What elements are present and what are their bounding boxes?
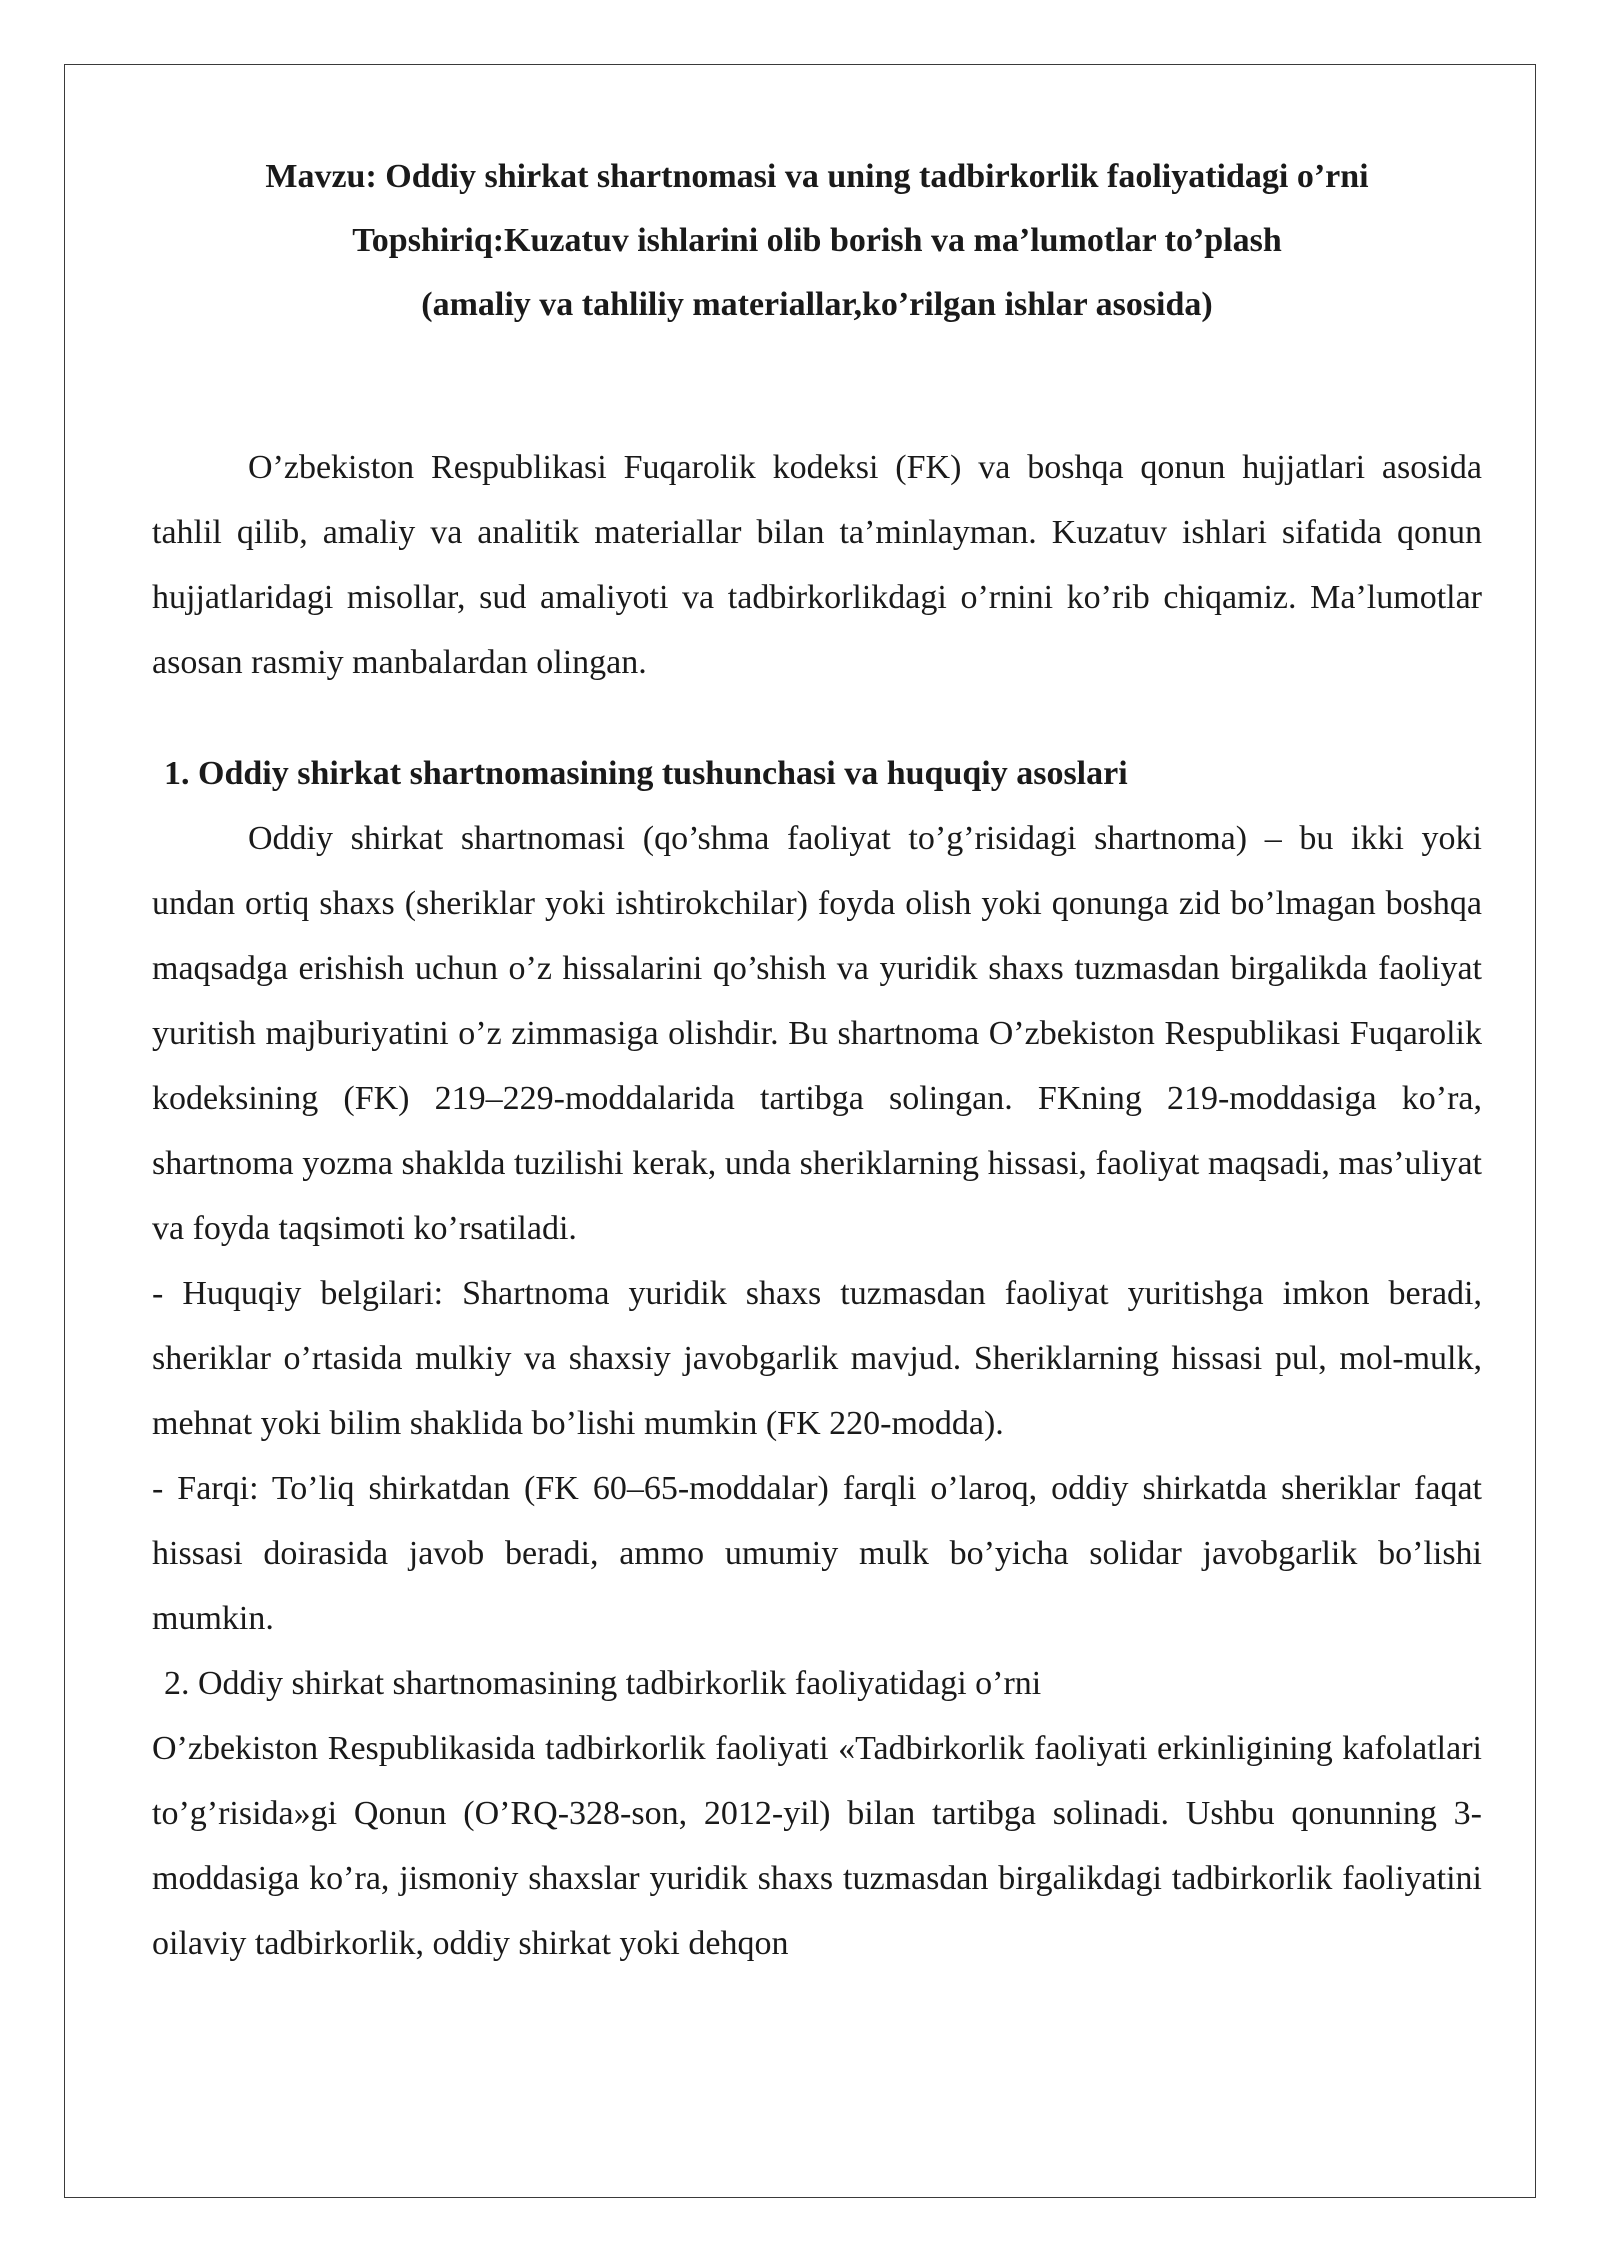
section-1-body: [152, 806, 1482, 1651]
intro-paragraph: O’zbekiston Respublikasi Fuqarolik kodeksi (FK) va boshqa qonun hujjatlari asosida tahlil qilib, amaliy va analitik materiallar bilan ta’minlayman. Kuzatuv ishlari sifatida qonun hujjatlaridagi misollar, sud amaliyoti va tadbirkorlikdagi o’rnini ko’rib chiqamiz. Ma’lumotlar asosan rasmiy manbalardan olingan.: [152, 449, 1482, 681]
task-subtitle: (amaliy va tahliliy materiallar,ko’rilgan ishlar asosida): [421, 286, 1213, 323]
section-2-body: [152, 1716, 1482, 1976]
section-1-heading: 1. Oddiy shirkat shartnomasining tushunchasi va huquqiy asoslari: [164, 755, 1128, 792]
section-2-paragraph: O’zbekiston Respublikasida tadbirkorlik faoliyati «Tadbirkorlik faoliyati erkinligining kafolatlari to’g’risida»gi Qonun (O’RQ-328-son, 2012-yil) bilan tartibga solinadi. Ushbu qonunning 3-moddasiga ko’ra, jismoniy shaxslar yuridik shaxs tuzmasdan birgalikdagi tadbirkorlik faoliyatini oilaviy tadbirkorlik, oddiy shirkat yoki dehqon: [152, 1730, 1482, 1962]
intro-section: [152, 435, 1482, 695]
document-title-block: [152, 145, 1482, 337]
section-1-paragraph: Oddiy shirkat shartnomasi (qo’shma faoliyat to’g’risidagi shartnoma) – bu ikki yoki undan ortiq shaxs (sheriklar yoki ishtirokchilar) foyda olish yoki qonunga zid bo’lmagan boshqa maqsadga erishish uchun o’z hissalarini qo’shish va yuridik shaxs tuzmasdan birgalikda faoliyat yuritish majburiyatini o’z zimmasiga olishdir. Bu shartnoma O’zbekiston Respublikasi Fuqarolik kodeksining (FK) 219–229-moddalarida tartibga solingan. FKning 219-moddasiga ko’ra, shartnoma yozma shaklda tuzilishi kerak, unda sheriklarning hissasi, faoliyat maqsadi, mas’uliyat va foyda taqsimoti ko’rsatiladi.: [152, 820, 1482, 1247]
task-title: Topshiriq:Kuzatuv ishlarini olib borish va ma’lumotlar to’plash: [352, 222, 1282, 259]
document-content: [152, 145, 1482, 1976]
section-1-bullet-legal-features: - Huquqiy belgilari: Shartnoma yuridik shaxs tuzmasdan faoliyat yuritishga imkon beradi, sheriklar o’rtasida mulkiy va shaxsiy javobgarlik mavjud. Sheriklarning hissasi pul, mol-mulk, mehnat yoki bilim shaklida bo’lishi mumkin (FK 220-modda).: [152, 1275, 1482, 1442]
topic-title: Mavzu: Oddiy shirkat shartnomasi va uning tadbirkorlik faoliyatidagi o’rni: [265, 158, 1369, 195]
section-2-heading: 2. Oddiy shirkat shartnomasining tadbirkorlik faoliyatidagi o’rni: [164, 1665, 1042, 1702]
section-1-bullet-difference: - Farqi: To’liq shirkatdan (FK 60–65-moddalar) farqli o’laroq, oddiy shirkatda sheriklar faqat hissasi doirasida javob beradi, ammo umumiy mulk bo’yicha solidar javobgarlik bo’lishi mumkin.: [152, 1470, 1482, 1637]
